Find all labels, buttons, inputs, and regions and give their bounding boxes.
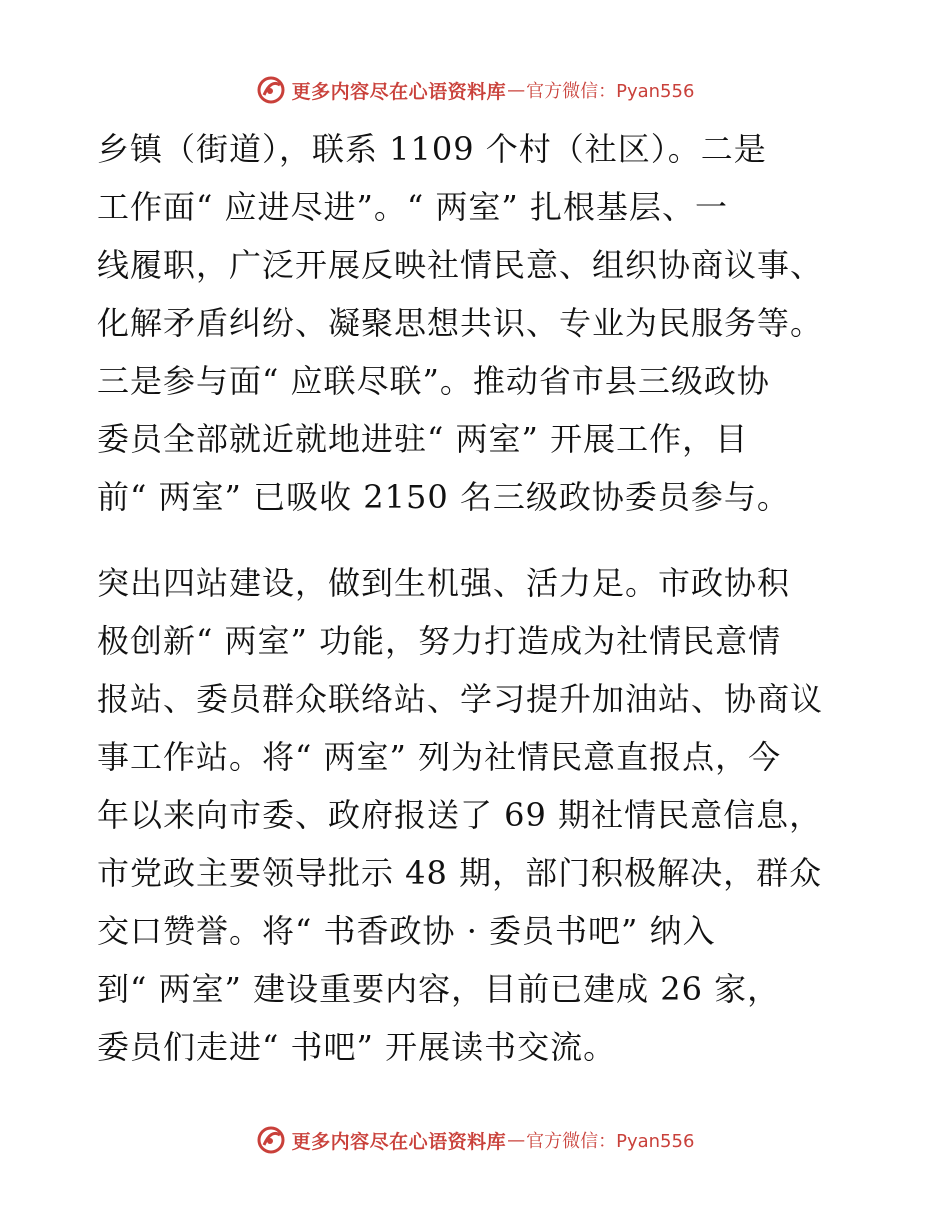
header-banner [0, 70, 950, 110]
text-line: 乡镇（街道），联系 1109 个村（社区）。二是 [97, 130, 767, 168]
text-line: 化解矛盾纠纷、凝聚思想共识、专业为民服务等。 [97, 304, 824, 342]
text-line: 到“ 两室” 建设重要内容，目前已建成 26 家， [97, 970, 781, 1008]
footer-banner-separator: — [507, 1129, 526, 1151]
footer-banner-wechat: 官方微信：Pyan556 [526, 1131, 695, 1152]
text-line: 委员们走进“ 书吧” 开展读书交流。 [97, 1028, 617, 1066]
text-line: 年以来向市委、政府报送了 69 期社情民意信息， [97, 796, 823, 834]
paragraph-gap [97, 526, 857, 554]
footer-banner-text: 更多内容尽在心语资料库 [291, 1130, 507, 1153]
text-line: 突出四站建设，做到生机强、活力足。市政协积 [97, 564, 791, 602]
red-swirl-logo-icon [256, 1125, 286, 1155]
text-line: 市党政主要领导批示 48 期，部门积极解决，群众 [97, 854, 823, 892]
text-line: 委员全部就近就地进驻“ 两室” 开展工作，目 [97, 420, 749, 458]
footer-banner [0, 1120, 950, 1160]
text-line: 交口赞誉。将“ 书香政协 · 委员书吧” 纳入 [97, 912, 716, 950]
text-line: 事工作站。将“ 两室” 列为社情民意直报点，今 [97, 738, 782, 776]
header-banner-wechat: 官方微信：Pyan556 [526, 81, 695, 102]
text-line: 报站、委员群众联络站、学习提升加油站、协商议 [97, 680, 824, 718]
text-line: 极创新“ 两室” 功能，努力打造成为社情民意情 [97, 622, 782, 660]
header-banner-text: 更多内容尽在心语资料库 [291, 80, 507, 103]
document-body [97, 120, 857, 1134]
text-line: 前“ 两室” 已吸收 2150 名三级政协委员参与。 [97, 478, 790, 516]
text-line: 线履职，广泛开展反映社情民意、组织协商议事、 [97, 246, 824, 284]
header-banner-separator: — [507, 79, 526, 101]
paragraph-2 [97, 554, 857, 1134]
red-swirl-logo-icon [256, 75, 286, 105]
paragraph-1 [97, 120, 857, 526]
text-line: 工作面“ 应进尽进”。“ 两室” 扎根基层、一 [97, 188, 728, 226]
text-line: 三是参与面“ 应联尽联”。推动省市县三级政协 [97, 362, 770, 400]
